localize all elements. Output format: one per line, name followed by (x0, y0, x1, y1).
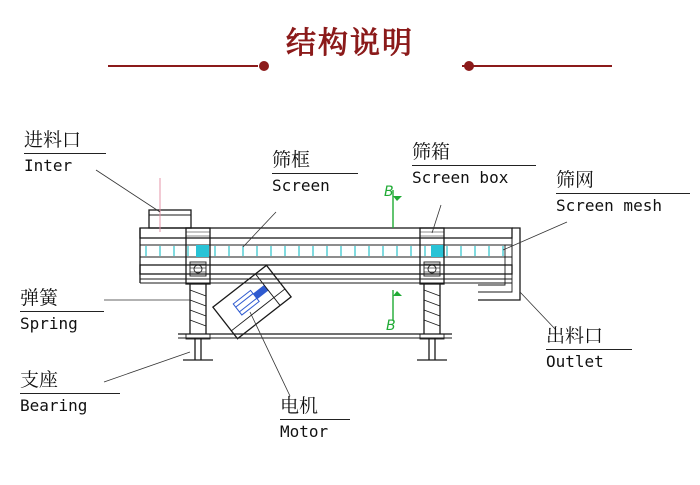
callout-bearing (20, 368, 120, 417)
callout-screen-box-cn: 筛箱 (412, 141, 451, 163)
section-mark-bottom (386, 290, 402, 334)
callout-spring-cn: 弹簧 (20, 287, 59, 309)
callout-screen-mesh-en: Screen mesh (556, 196, 662, 215)
callout-bearing-rule (20, 393, 120, 394)
callout-screen-rule (272, 173, 358, 174)
callout-inlet-en: Inter (24, 156, 73, 175)
callout-inlet-cn: 进料口 (24, 129, 82, 151)
callout-screen-mesh-rule (556, 193, 690, 194)
svg-text:B: B (384, 184, 394, 200)
section-mark-top (384, 184, 402, 228)
callout-outlet-en: Outlet (546, 352, 604, 371)
callout-motor (280, 394, 350, 443)
callout-screen-box (412, 140, 536, 189)
callout-outlet (546, 324, 632, 373)
callout-screen-en: Screen (272, 176, 330, 195)
callout-screen-box-en: Screen box (412, 168, 509, 187)
motor-assembly (213, 265, 291, 338)
callout-outlet-rule (546, 349, 632, 350)
callout-screen (272, 148, 358, 197)
callout-spring (20, 286, 104, 335)
callout-spring-rule (20, 311, 104, 312)
callout-inlet-rule (24, 153, 106, 154)
svg-text:B: B (386, 318, 396, 334)
callout-screen-cn: 筛框 (272, 149, 311, 171)
callout-outlet-cn: 出料口 (546, 325, 604, 347)
spring-right (424, 284, 440, 334)
callout-screen-mesh-cn: 筛网 (556, 169, 595, 191)
callout-screen-mesh (556, 168, 690, 217)
base-frame (178, 334, 452, 360)
callout-motor-rule (280, 419, 350, 420)
inlet-hopper (149, 178, 191, 232)
callout-bearing-cn: 支座 (20, 369, 59, 391)
callout-inlet (24, 128, 106, 177)
callout-bearing-en: Bearing (20, 396, 88, 415)
callout-spring-en: Spring (20, 314, 78, 333)
callout-motor-en: Motor (280, 422, 329, 441)
screen-mesh-hatching (146, 245, 503, 257)
callout-screen-box-rule (412, 165, 536, 166)
outlet-chute (478, 228, 520, 300)
page-title: 结构说明 (286, 26, 414, 61)
spring-left (190, 284, 206, 334)
callout-motor-cn: 电机 (280, 395, 319, 417)
